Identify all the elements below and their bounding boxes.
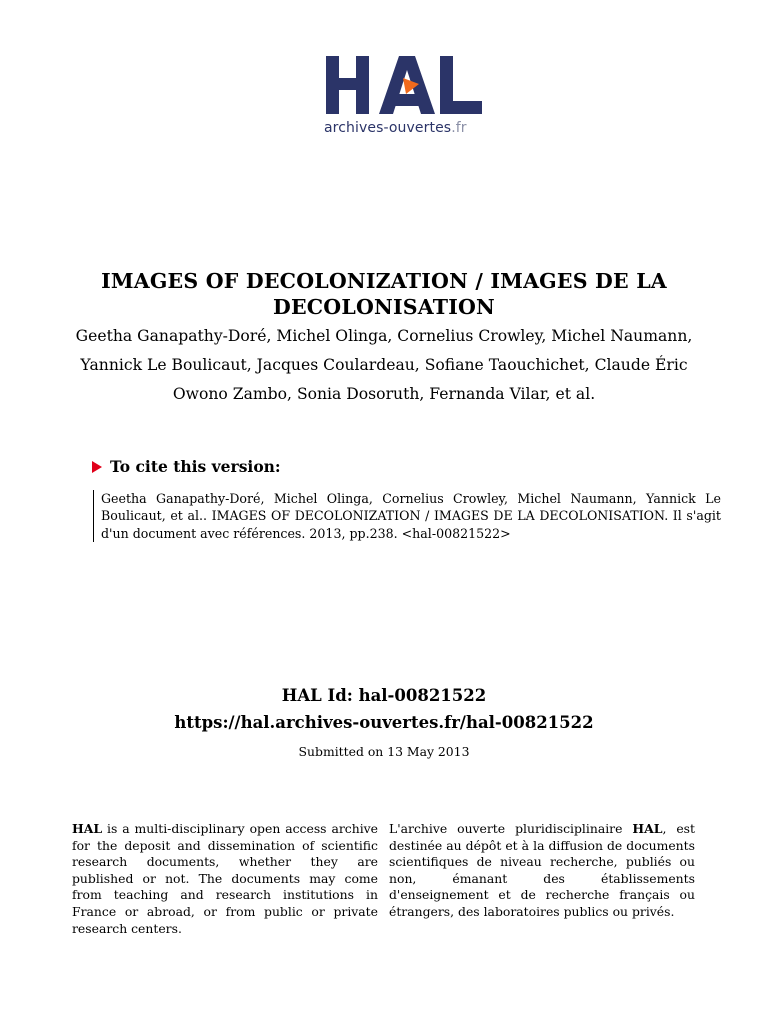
document-title: IMAGES OF DECOLONIZATION / IMAGES DE LA DECOLONISATION (101, 269, 667, 319)
red-triangle-icon (92, 461, 102, 473)
hal-logo-mark (322, 54, 486, 116)
notice-french (389, 821, 695, 921)
hal-url-link[interactable]: https://hal.archives-ouvertes.fr/hal-00821522 (174, 713, 594, 732)
notice-en-text: is a multi-disciplinary open access archive for the deposit and dissemination of scientific research documents, whether they are published or not. The documents may come from teaching and research institutions in France or abroad, or from public or private research centers. (72, 821, 378, 936)
hal-logo (322, 54, 486, 142)
citation-text: Geetha Ganapathy-Doré, Michel Olinga, Cornelius Crowley, Michel Naumann, Yannick Le Boulicaut, et al.. IMAGES OF DECOLONIZATION / IMAGES DE LA DECOLONISATION. Il s'agit d'un document avec références. 2013, pp.238. <hal-00821522> (93, 490, 721, 542)
logo-subtitle-tld: .fr (451, 120, 467, 136)
submission-date: Submitted on 13 May 2013 (298, 744, 470, 759)
logo-subtitle (324, 120, 467, 136)
notice-fr-text-start: L'archive ouverte pluridisciplinaire (389, 821, 633, 836)
notice-fr-text-end: , est destinée au dépôt et à la diffusion de documents scientifiques de niveau recherche, publiés ou non, émanant des établissements d'enseignement et de recherche français ou étrangers, des laboratoires publics ou privés. (389, 821, 695, 919)
cite-heading-label: To cite this version: (110, 457, 281, 476)
cite-heading (92, 457, 281, 476)
notice-english (72, 821, 378, 937)
hal-id: HAL Id: hal-00821522 (281, 686, 487, 705)
notice-fr-hal: HAL (632, 821, 663, 836)
document-authors: Geetha Ganapathy-Doré, Michel Olinga, Cornelius Crowley, Michel Naumann, Yannick Le Boulicaut, Jacques Coulardeau, Sofiane Taouchichet, Claude Éric Owono Zambo, Sonia Dosoruth, Fernanda Vilar, et al. (75, 327, 693, 403)
logo-subtitle-main: archives-ouvertes (324, 120, 452, 136)
notice-en-hal: HAL (72, 821, 103, 836)
